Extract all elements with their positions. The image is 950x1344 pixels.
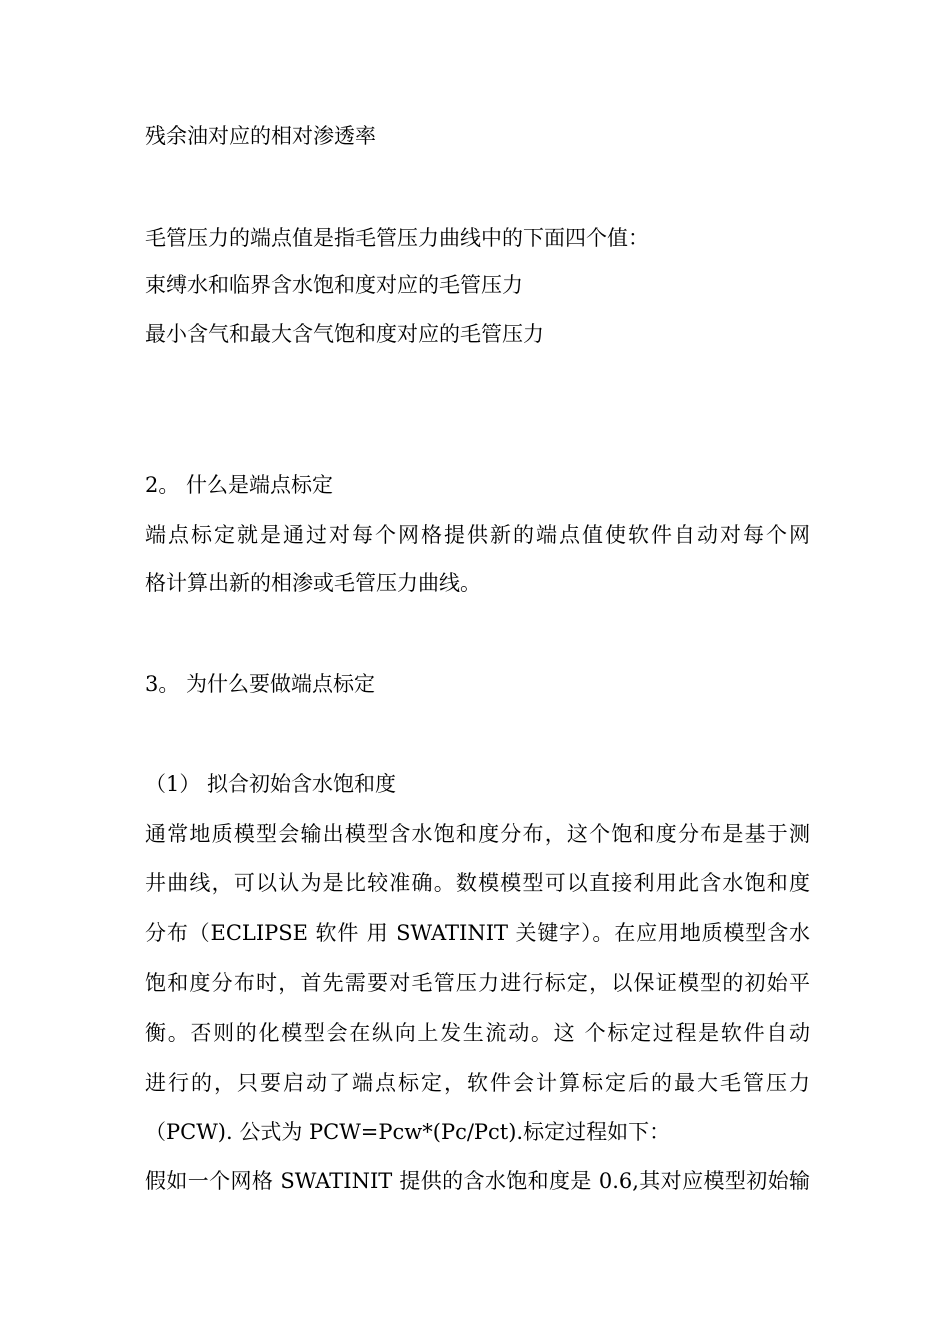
subsection-heading-1: （1） 拟合初始含水饱和度	[145, 772, 397, 796]
paragraph-line: 通常地质模型会输出模型含水饱和度分布，这个饱和度分布是基于测	[145, 822, 810, 846]
paragraph-line: 分布（ECLIPSE 软件 用 SWATINIT 关键字）。在应用地质模型含水	[145, 921, 810, 945]
text-line-residual-oil: 残余油对应的相对渗透率	[145, 124, 376, 148]
paragraph-line: 进行的，只要启动了端点标定，软件会计算标定后的最大毛管压力	[145, 1071, 810, 1095]
paragraph-line: 衡。否则的化模型会在纵向上发生流动。这 个标定过程是软件自动	[145, 1021, 810, 1045]
section-heading-3: 3。 为什么要做端点标定	[145, 672, 376, 696]
text-line-capillary-endpoints-intro: 毛管压力的端点值是指毛管压力曲线中的下面四个值：	[145, 226, 649, 250]
paragraph-line: 井曲线，可以认为是比较准确。数模模型可以直接利用此含水饱和度	[145, 871, 810, 895]
paragraph-line: 假如一个网格 SWATINIT 提供的含水饱和度是 0.6,其对应模型初始输	[145, 1169, 810, 1193]
paragraph-line-formula: （PCW). 公式为 PCW=Pcw*(Pc/Pct).标定过程如下：	[145, 1120, 671, 1144]
text-line-capillary-gas: 最小含气和最大含气饱和度对应的毛管压力	[145, 322, 544, 346]
paragraph-line: 格计算出新的相渗或毛管压力曲线。	[145, 571, 481, 595]
paragraph-line: 端点标定就是通过对每个网格提供新的端点值使软件自动对每个网	[145, 523, 810, 547]
paragraph-line: 饱和度分布时，首先需要对毛管压力进行标定，以保证模型的初始平	[145, 971, 810, 995]
text-line-capillary-water: 束缚水和临界含水饱和度对应的毛管压力	[145, 273, 523, 297]
section-heading-2: 2。 什么是端点标定	[145, 473, 334, 497]
